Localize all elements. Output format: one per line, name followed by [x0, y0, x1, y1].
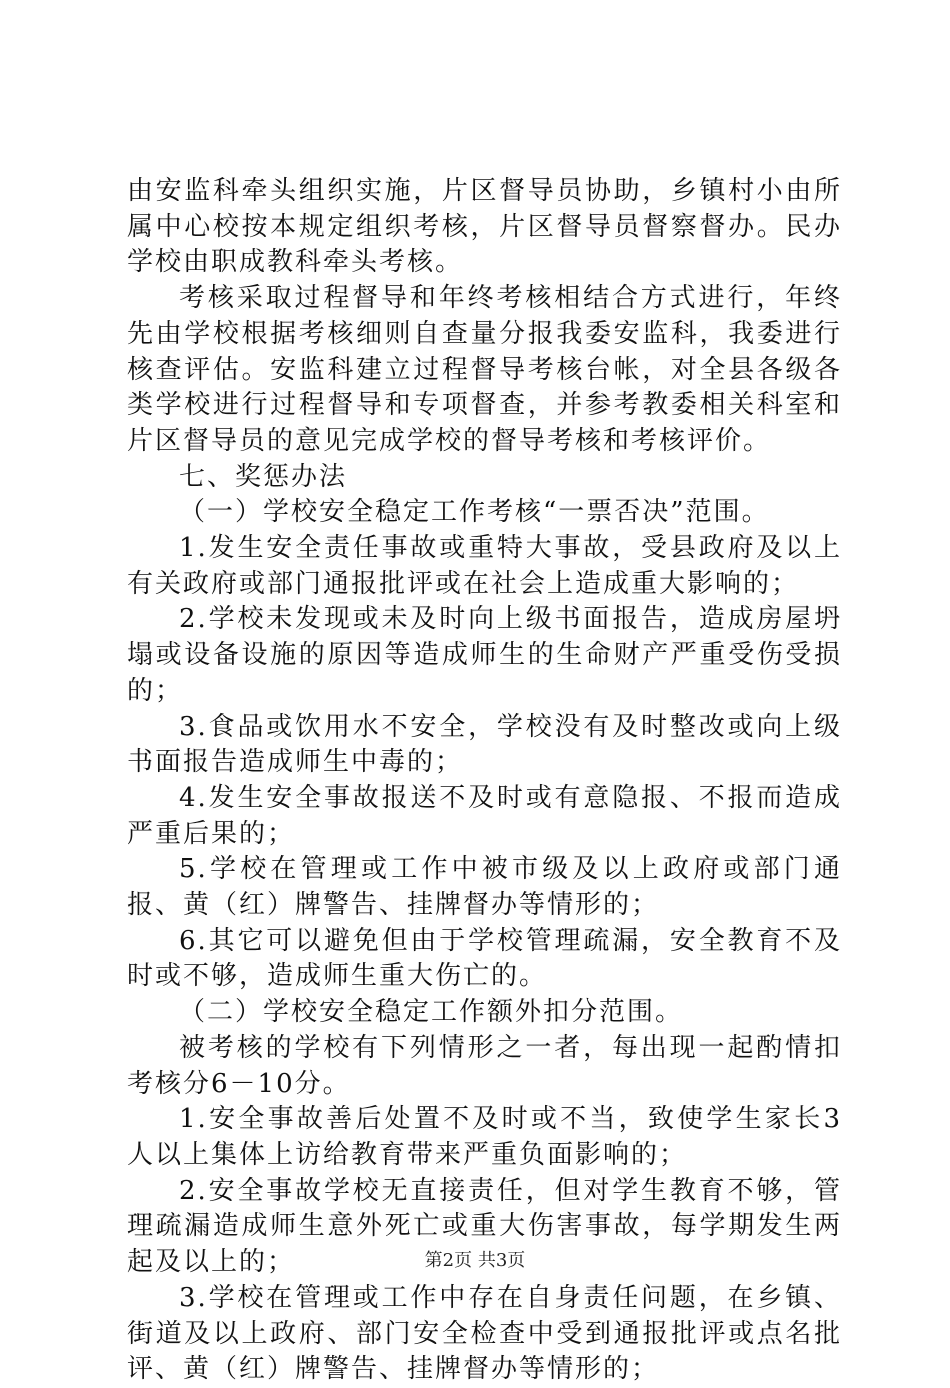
section-heading: 七、奖惩办法	[179, 461, 348, 492]
list-item: 1.安全事故善后处置不及时或不当，致使学生家长3人以上集体上访给教育带来严重负面影响的；	[127, 1104, 842, 1170]
list-item: 6.其它可以避免但由于学校管理疏漏，安全教育不及时或不够，造成师生重大伤亡的。	[127, 925, 842, 992]
list-item: 5.学校在管理或工作中被市级及以上政府或部门通报、黄（红）牌警告、挂牌督办等情形的；	[127, 854, 842, 921]
page-footer: 第2页 共3页	[424, 1250, 526, 1271]
list-item: 3.学校在管理或工作中存在自身责任问题，在乡镇、街道及以上政府、部门安全检查中受到通报批评或点名批评、黄（红）牌警告、挂牌督办等情形的；	[127, 1282, 842, 1385]
subsection-heading: （一）学校安全稳定工作考核“一票否决”范围。	[179, 497, 770, 528]
paragraph: 考核采取过程督导和年终考核相结合方式进行，年终先由学校根据考核细则自查量分报我委安监科，我委进行核查评估。安监科建立过程督导考核台帐，对全县各级各类学校进行过程督导和专项督查，并参考教委相关科室和片区督导员的意见完成学校的督导考核和考核评价。	[127, 283, 842, 456]
paragraph: 被考核的学校有下列情形之一者，每出现一起酌情扣考核分6－10分。	[127, 1032, 842, 1099]
list-item: 2.学校未发现或未及时向上级书面报告，造成房屋坍塌或设备设施的原因等造成师生的生命财产严重受伤受损的；	[127, 604, 842, 706]
list-item: 1.发生安全责任事故或重特大事故，受县政府及以上有关政府或部门通报批评或在社会上造成重大影响的；	[127, 533, 842, 599]
list-item: 2.安全事故学校无直接责任，但对学生教育不够，管理疏漏造成师生意外死亡或重大伤害事故，每学期发生两起及以上的；	[127, 1175, 842, 1278]
document-body	[127, 174, 842, 1388]
list-item: 3.食品或饮用水不安全，学校没有及时整改或向上级书面报告造成师生中毒的；	[127, 711, 842, 778]
paragraph: 由安监科牵头组织实施，片区督导员协助，乡镇村小由所属中心校按本规定组织考核，片区督导员督察督办。民办学校由职成教科牵头考核。	[127, 176, 842, 278]
subsection-heading: （二）学校安全稳定工作额外扣分范围。	[179, 997, 684, 1028]
list-item: 4.发生安全事故报送不及时或有意隐报、不报而造成严重后果的；	[127, 782, 842, 849]
